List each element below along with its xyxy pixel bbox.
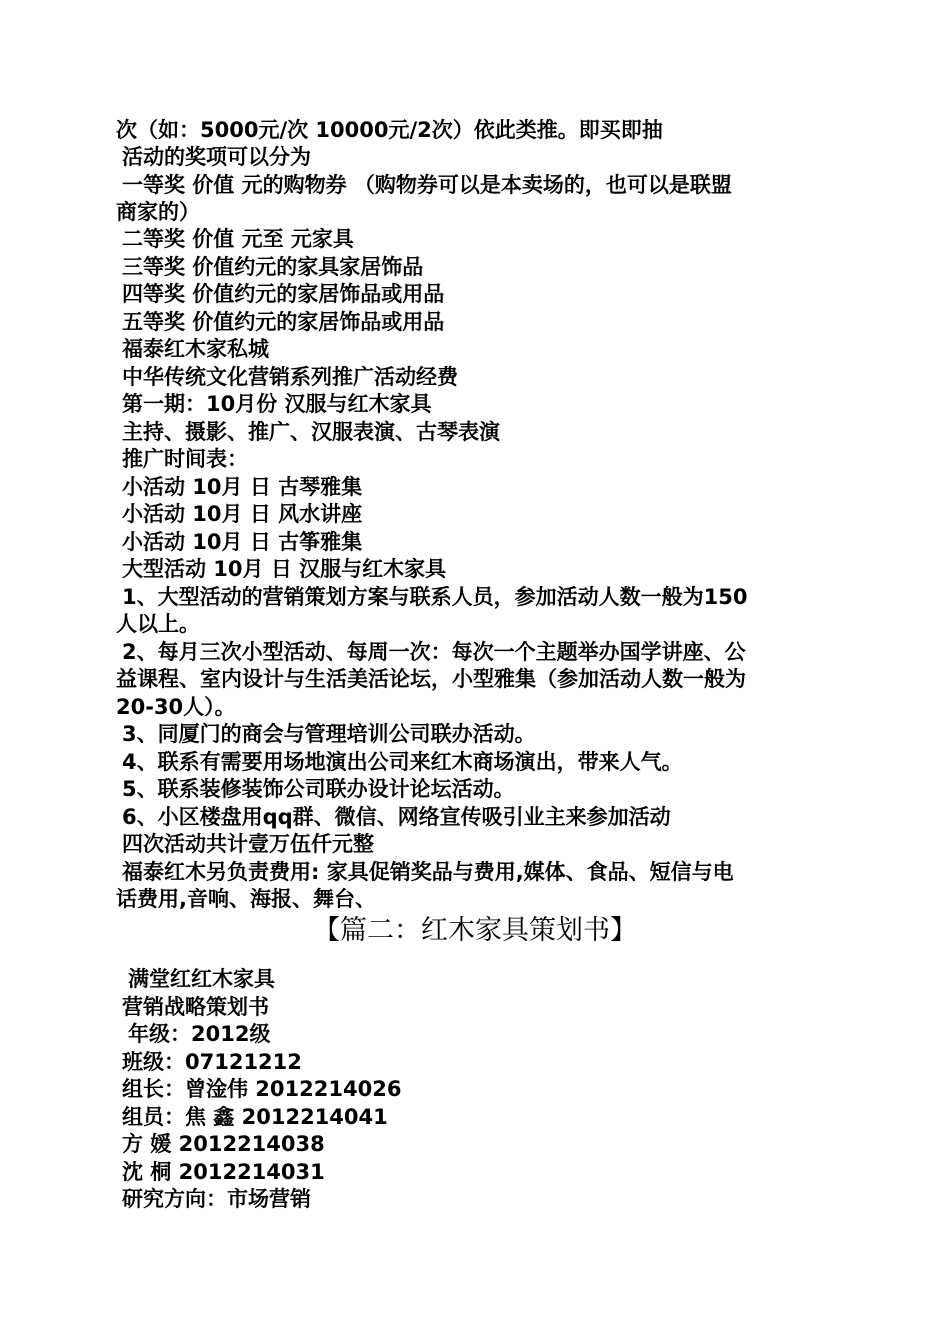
text-line: 五等奖 价值约元的家居饰品或用品 bbox=[122, 310, 445, 334]
text-line: 小活动 10月 日 古琴雅集 bbox=[122, 475, 363, 499]
text-line: 方 媛 2012214038 bbox=[122, 1132, 325, 1156]
text-line: 3、同厦门的商会与管理培训公司联办活动。 bbox=[122, 722, 536, 746]
text-line: 第一期：10月份 汉服与红木家具 bbox=[122, 392, 432, 416]
text-line: 沈 桐 2012214031 bbox=[122, 1160, 325, 1184]
text-line: 商家的） bbox=[116, 200, 200, 224]
text-line: 中华传统文化营销系列推广活动经费 bbox=[122, 365, 458, 389]
text-line: 5、联系装修装饰公司联办设计论坛活动。 bbox=[122, 777, 515, 801]
text-line: 活动的奖项可以分为 bbox=[122, 145, 311, 169]
text-line: 四等奖 价值约元的家居饰品或用品 bbox=[122, 282, 445, 306]
text-line: 人以上。 bbox=[116, 612, 200, 636]
text-line: 福泰红木家私城 bbox=[122, 337, 269, 361]
text-line: 二等奖 价值 元至 元家具 bbox=[122, 227, 354, 251]
text-line: 20-30人）。 bbox=[116, 695, 236, 719]
text-line: 小活动 10月 日 风水讲座 bbox=[122, 502, 363, 526]
text-line: 满堂红红木家具 bbox=[128, 967, 275, 991]
text-line: 大型活动 10月 日 汉服与红木家具 bbox=[122, 557, 447, 581]
text-line: 福泰红木另负责费用: 家具促销奖品与费用,媒体、食品、短信与电 bbox=[122, 860, 734, 884]
text-line: 小活动 10月 日 古筝雅集 bbox=[122, 530, 363, 554]
text-line: 6、小区楼盘用qq群、微信、网络宣传吸引业主来参加活动 bbox=[122, 805, 671, 829]
text-line: 1、大型活动的营销策划方案与联系人员，参加活动人数一般为150 bbox=[122, 585, 748, 609]
text-line: 组员：焦 鑫 2012214041 bbox=[122, 1105, 388, 1129]
text-line: 组长：曾淦伟 2012214026 bbox=[122, 1077, 402, 1101]
text-line: 研究方向：市场营销 bbox=[122, 1187, 311, 1211]
text-line: 营销战略策划书 bbox=[122, 995, 269, 1019]
text-line: 年级：2012级 bbox=[128, 1022, 271, 1046]
text-line: 次（如：5000元/次 10000元/2次）依此类推。即买即抽 bbox=[116, 118, 663, 142]
text-line: 益课程、室内设计与生活美活论坛，小型雅集（参加活动人数一般为 bbox=[116, 667, 746, 691]
text-line: 三等奖 价值约元的家具家居饰品 bbox=[122, 255, 424, 279]
text-line: 话费用,音响、海报、舞台、 bbox=[116, 887, 376, 911]
text-line: 2、每月三次小型活动、每周一次：每次一个主题举办国学讲座、公 bbox=[122, 640, 746, 664]
text-line: 四次活动共计壹万伍仟元整 bbox=[122, 832, 374, 856]
text-line: 一等奖 价值 元的购物券 （购物券可以是本卖场的，也可以是联盟 bbox=[122, 173, 732, 197]
text-line: 主持、摄影、推广、汉服表演、古琴表演 bbox=[122, 420, 500, 444]
section-title: 【篇二：红木家具策划书】 bbox=[313, 915, 637, 946]
text-line: 推广时间表： bbox=[122, 447, 248, 471]
text-line: 4、联系有需要用场地演出公司来红木商场演出，带来人气。 bbox=[122, 750, 683, 774]
text-line: 班级：07121212 bbox=[122, 1050, 302, 1074]
